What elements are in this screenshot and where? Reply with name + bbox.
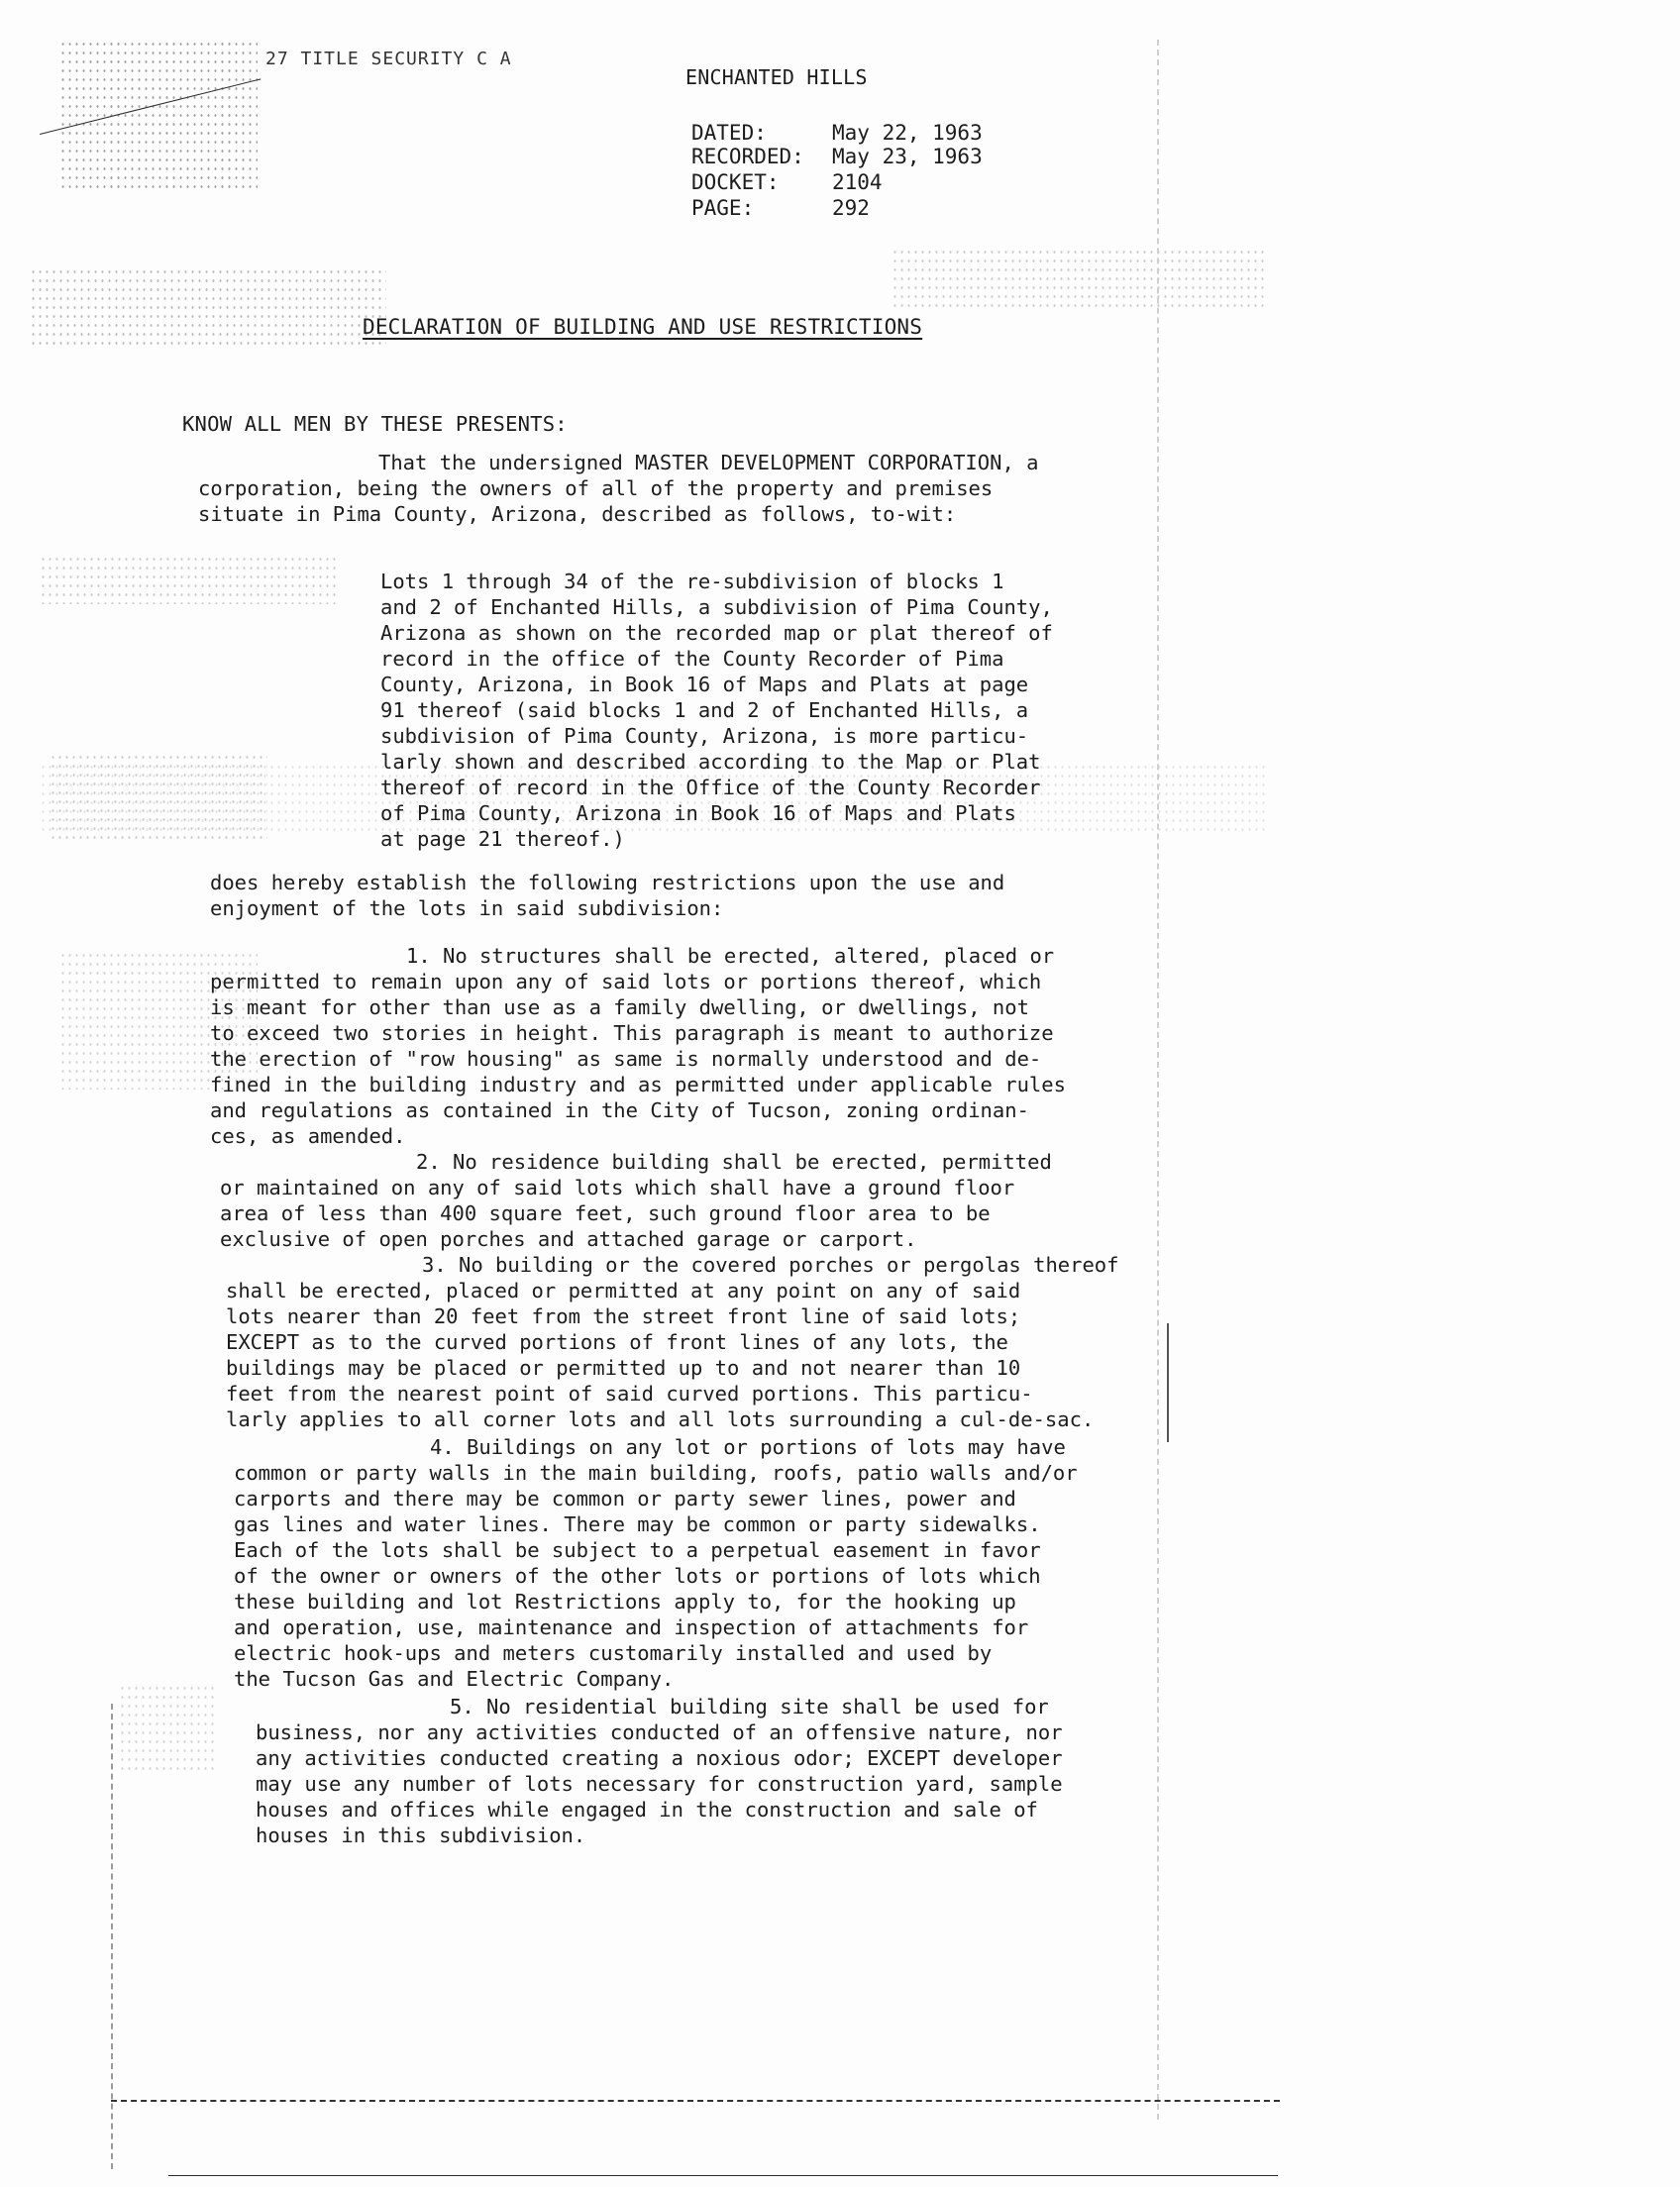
restriction-line: fined in the building industry and as permitted under applicable rules bbox=[210, 1073, 1066, 1096]
recorded-value: May 23, 1963 bbox=[832, 145, 983, 168]
restriction-line: and operation, use, maintenance and inspection of attachments for bbox=[234, 1615, 1029, 1639]
scan-noise-top-left bbox=[59, 40, 258, 188]
legal-line: and 2 of Enchanted Hills, a subdivision of Pima County, bbox=[380, 595, 1053, 619]
scan-noise-left-mid bbox=[40, 555, 337, 604]
docket-value: 2104 bbox=[832, 170, 883, 194]
intro-line: That the undersigned MASTER DEVELOPMENT CORPORATION, a bbox=[378, 451, 1039, 474]
scan-noise-band bbox=[30, 267, 386, 347]
scan-noise-left-bottom bbox=[119, 1684, 218, 1773]
establish-line: enjoyment of the lots in said subdivision: bbox=[210, 896, 724, 920]
restriction-5 bbox=[256, 1694, 1063, 1848]
legal-line: record in the office of the County Recorder of Pima bbox=[380, 647, 1004, 671]
restriction-line: larly applies to all corner lots and all lots surrounding a cul-de-sac. bbox=[226, 1407, 1095, 1431]
restriction-line: business, nor any activities conducted of an offensive nature, nor bbox=[256, 1720, 1063, 1744]
restriction-line: EXCEPT as to the curved portions of front lines of any lots, the bbox=[226, 1330, 1008, 1354]
dated-row bbox=[691, 121, 983, 145]
footer-rule-top bbox=[111, 2100, 1280, 2102]
restriction-3 bbox=[226, 1252, 1119, 1432]
restriction-line: lots nearer than 20 feet from the street front line of said lots; bbox=[226, 1304, 1021, 1328]
restriction-2 bbox=[220, 1149, 1052, 1252]
legal-line: thereof of record in the Office of the County Recorder bbox=[380, 776, 1041, 799]
restriction-line: shall be erected, placed or permitted at any point on any of said bbox=[226, 1279, 1021, 1302]
dated-label: DATED: bbox=[691, 121, 767, 145]
restriction-line: 2. No residence building shall be erected, permitted bbox=[416, 1150, 1052, 1174]
title-company-stamp: 27 TITLE SECURITY C A bbox=[265, 49, 512, 69]
declaration-title: DECLARATION OF BUILDING AND USE RESTRICTIONS bbox=[363, 315, 923, 339]
restriction-line: permitted to remain upon any of said lots or portions thereof, which bbox=[210, 970, 1042, 993]
restriction-4 bbox=[234, 1434, 1078, 1692]
restriction-line: electric hook-ups and meters customarily installed and used by bbox=[234, 1641, 993, 1665]
legal-line: County, Arizona, in Book 16 of Maps and Plats at page bbox=[380, 673, 1029, 696]
page-row bbox=[691, 196, 870, 220]
intro-paragraph bbox=[198, 450, 1038, 527]
salutation: KNOW ALL MEN BY THESE PRESENTS: bbox=[182, 412, 568, 436]
legal-line: subdivision of Pima County, Arizona, is more particu- bbox=[380, 724, 1029, 748]
restriction-line: may use any number of lots necessary for construction yard, sample bbox=[256, 1772, 1063, 1796]
legal-line: Arizona as shown on the recorded map or plat thereof of bbox=[380, 621, 1053, 645]
page-value: 292 bbox=[832, 196, 870, 220]
scan-noise-right-band bbox=[892, 248, 1268, 307]
dated-value: May 22, 1963 bbox=[832, 121, 983, 145]
restriction-line: area of less than 400 square feet, such ground floor area to be bbox=[220, 1201, 991, 1225]
recorded-row bbox=[691, 145, 983, 168]
restriction-line: 3. No building or the covered porches or pergolas thereof bbox=[422, 1253, 1119, 1277]
restriction-line: 4. Buildings on any lot or portions of lots may have bbox=[430, 1435, 1066, 1459]
restriction-line: 5. No residential building site shall be used for bbox=[450, 1695, 1049, 1718]
footer-rule-bottom bbox=[168, 2175, 1278, 2176]
restriction-line: any activities conducted creating a noxious odor; EXCEPT developer bbox=[256, 1746, 1063, 1770]
restriction-line: to exceed two stories in height. This paragraph is meant to authorize bbox=[210, 1021, 1054, 1045]
legal-line: of Pima County, Arizona in Book 16 of Maps and Plats bbox=[380, 801, 1016, 825]
legal-line: Lots 1 through 34 of the re-subdivision of blocks 1 bbox=[380, 570, 1004, 593]
legal-line: 91 thereof (said blocks 1 and 2 of Enchanted Hills, a bbox=[380, 698, 1029, 722]
intro-line: corporation, being the owners of all of the property and premises bbox=[198, 476, 994, 500]
restriction-line: and regulations as contained in the City of Tucson, zoning ordinan- bbox=[210, 1098, 1029, 1122]
restriction-line: exclusive of open porches and attached garage or carport. bbox=[220, 1227, 917, 1251]
restriction-line: gas lines and water lines. There may be common or party sidewalks. bbox=[234, 1512, 1041, 1536]
restriction-line: or maintained on any of said lots which shall have a ground floor bbox=[220, 1176, 1015, 1199]
legal-description bbox=[380, 569, 1053, 852]
scan-edge-right bbox=[1157, 40, 1159, 2120]
recorded-label: RECORDED: bbox=[691, 145, 804, 168]
restriction-line: the Tucson Gas and Electric Company. bbox=[234, 1667, 675, 1691]
restriction-line: buildings may be placed or permitted up to and not nearer than 10 bbox=[226, 1356, 1021, 1380]
page-label: PAGE: bbox=[691, 196, 755, 220]
restriction-line: houses in this subdivision. bbox=[256, 1823, 586, 1847]
restriction-line: the erection of "row housing" as same is normally understood and de- bbox=[210, 1047, 1042, 1071]
restriction-line: 1. No structures shall be erected, altered, placed or bbox=[406, 944, 1055, 968]
subdivision-heading: ENCHANTED HILLS bbox=[685, 65, 868, 89]
margin-bar-right bbox=[1167, 1323, 1169, 1442]
restriction-line: of the owner or owners of the other lots or portions of lots which bbox=[234, 1564, 1041, 1588]
legal-line: larly shown and described according to the Map or Plat bbox=[380, 750, 1041, 774]
restriction-line: is meant for other than use as a family dwelling, or dwellings, not bbox=[210, 995, 1029, 1019]
docket-row bbox=[691, 170, 883, 194]
restriction-line: carports and there may be common or party sewer lines, power and bbox=[234, 1487, 1016, 1510]
restriction-line: houses and offices while engaged in the construction and sale of bbox=[256, 1798, 1038, 1822]
restriction-line: these building and lot Restrictions apply to, for the hooking up bbox=[234, 1590, 1016, 1614]
docket-label: DOCKET: bbox=[691, 170, 780, 194]
restriction-line: ces, as amended. bbox=[210, 1124, 406, 1148]
restriction-line: common or party walls in the main building, roofs, patio walls and/or bbox=[234, 1461, 1078, 1485]
legal-line: at page 21 thereof.) bbox=[380, 827, 625, 851]
intro-line: situate in Pima County, Arizona, described as follows, to-wit: bbox=[198, 502, 957, 526]
establish-line: does hereby establish the following restrictions upon the use and bbox=[210, 871, 1005, 894]
establish-clause bbox=[210, 870, 1004, 921]
restriction-1 bbox=[210, 943, 1066, 1149]
restriction-line: feet from the nearest point of said curved portions. This particu- bbox=[226, 1382, 1033, 1406]
restriction-line: Each of the lots shall be subject to a perpetual easement in favor bbox=[234, 1538, 1041, 1562]
